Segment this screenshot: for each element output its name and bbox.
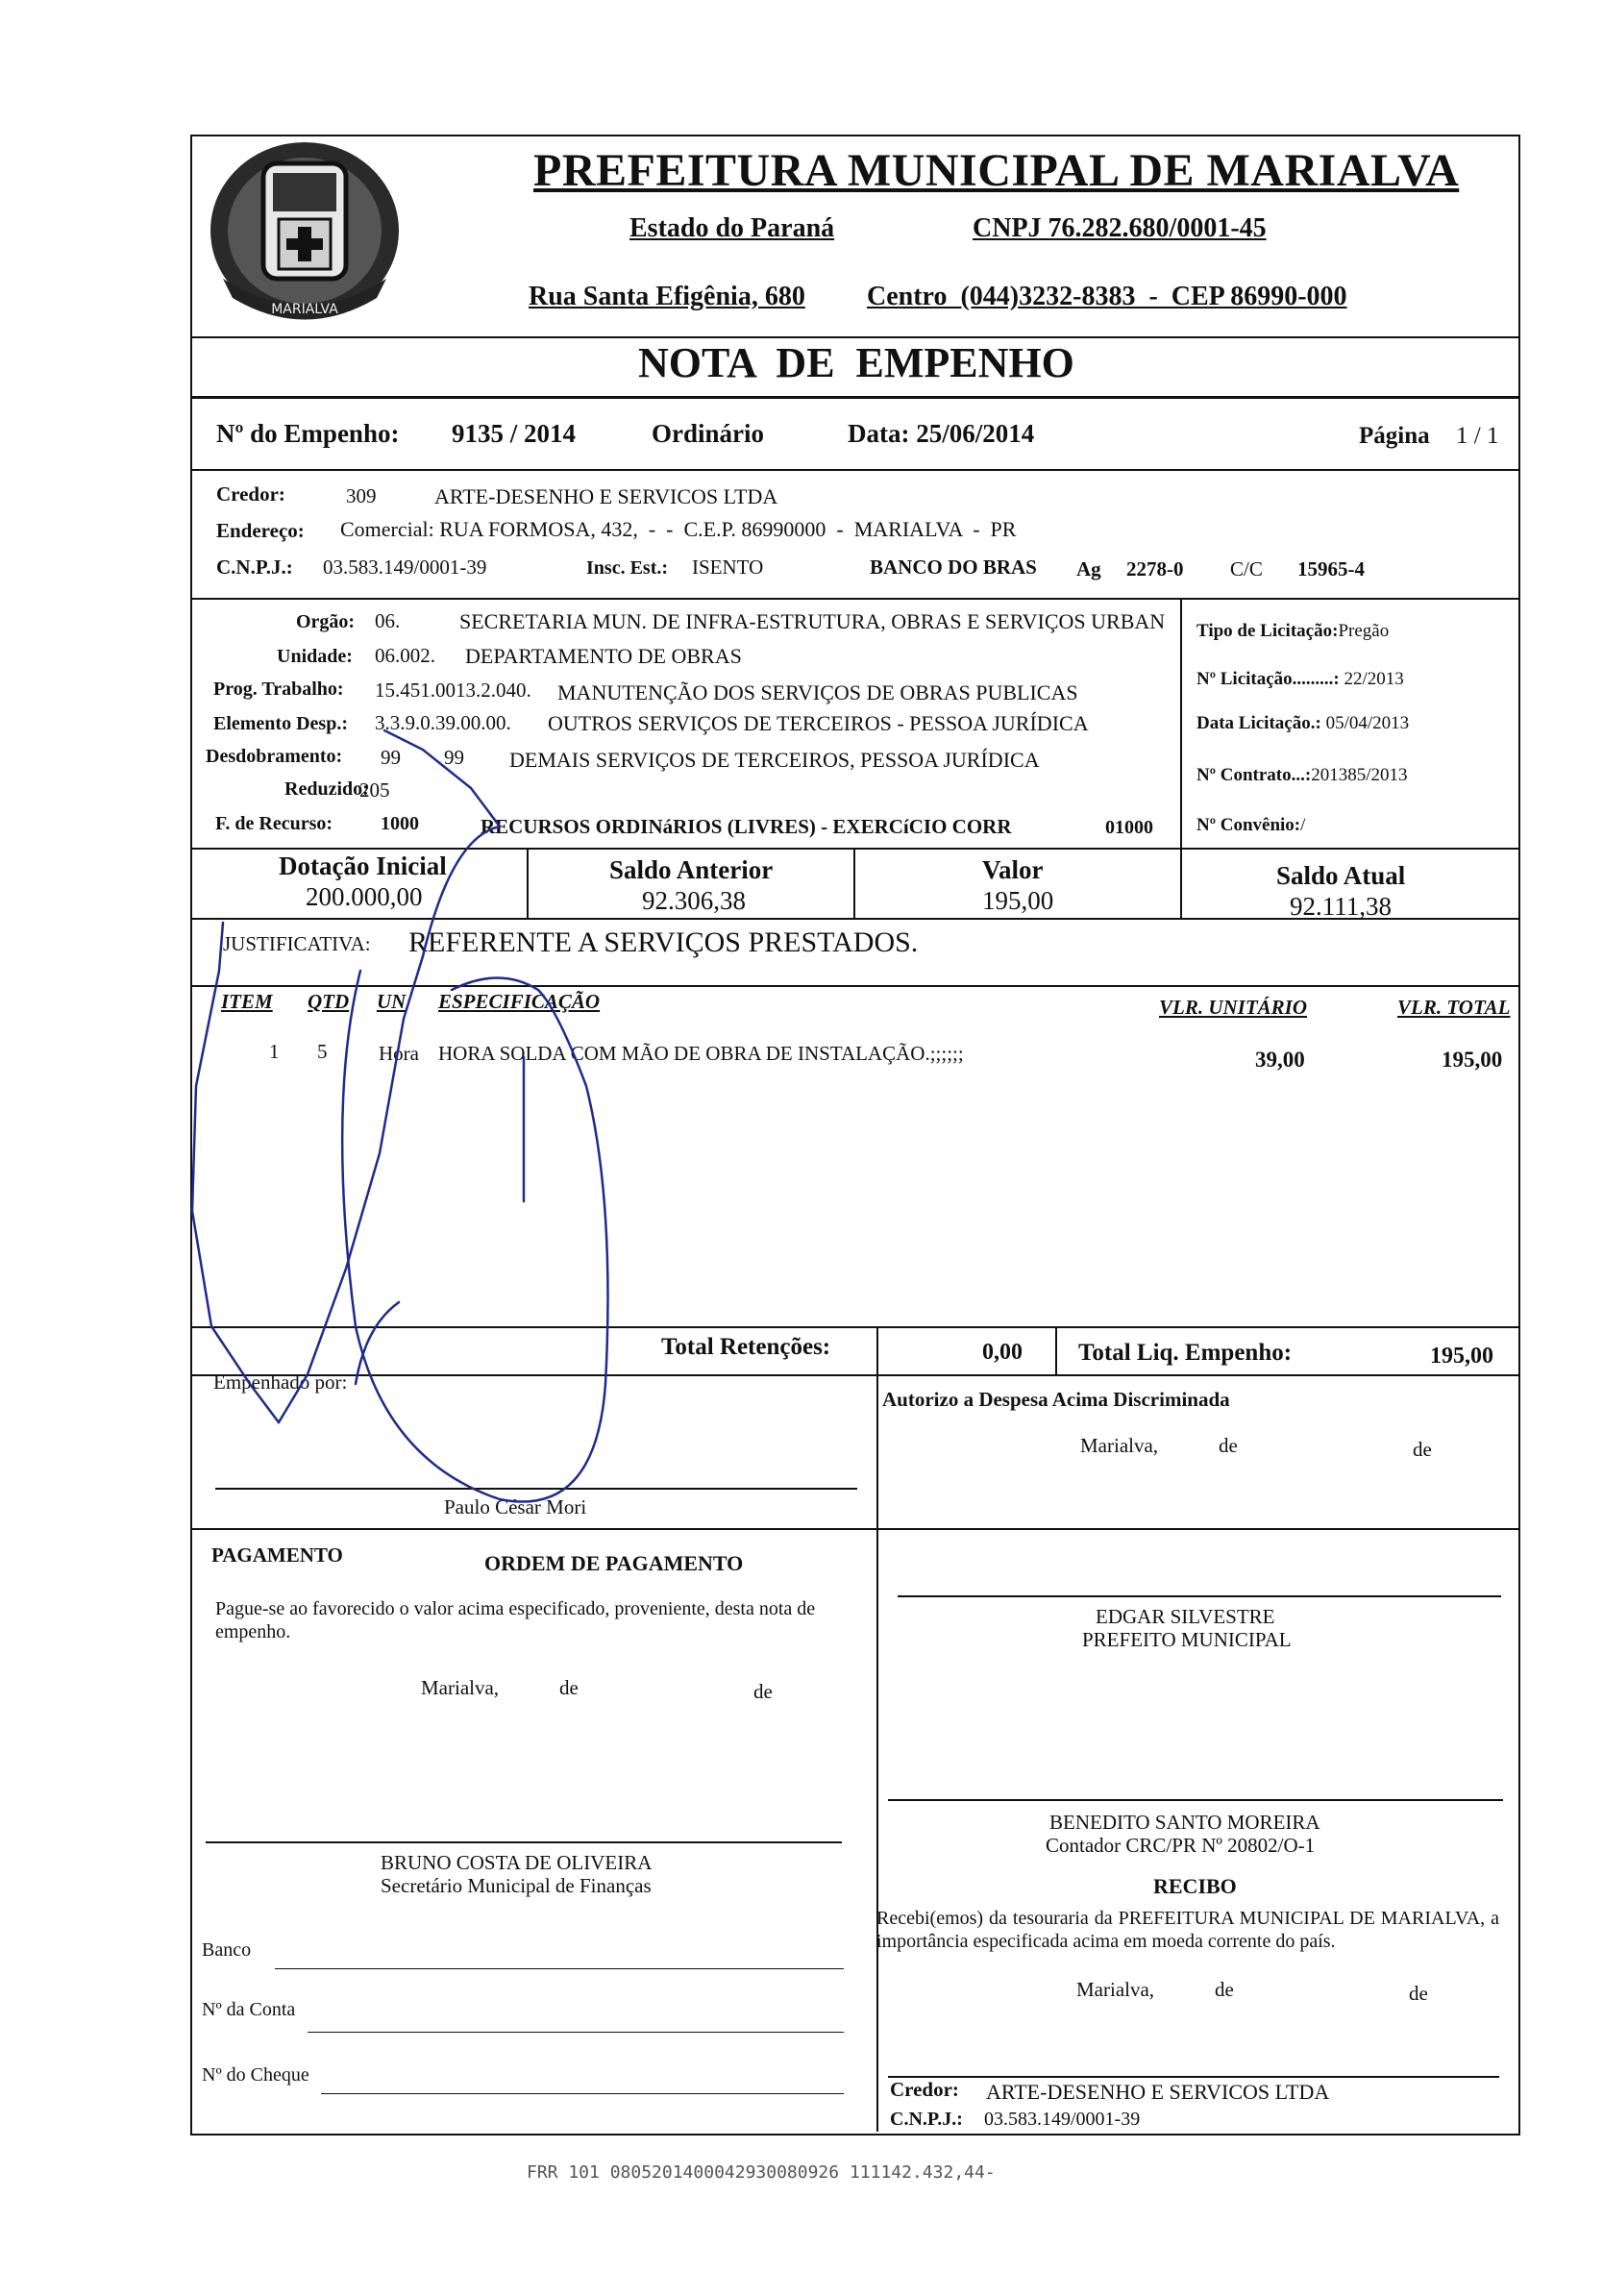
- secretario-role: Secretário Municipal de Finanças: [381, 1874, 652, 1897]
- saldo-anterior-label: Saldo Anterior: [609, 855, 774, 884]
- conta-label: Nº da Conta: [202, 1999, 296, 2020]
- agency-number: 2278-0: [1126, 557, 1184, 580]
- saldo-atual-value: 92.111,38: [1290, 892, 1392, 921]
- recurso-number: 01000: [1105, 817, 1153, 838]
- col-header-spec: ESPECIFICAÇÃO: [438, 990, 601, 1013]
- cnpj-text: CNPJ 76.282.680/0001-45: [973, 213, 1267, 243]
- recibo-title: RECIBO: [1153, 1874, 1237, 1898]
- saldo-anterior-value: 92.306,38: [642, 886, 746, 915]
- item-number: 1: [269, 1040, 280, 1063]
- document-title: NOTA DE EMPENHO: [638, 339, 1074, 386]
- item-spec: HORA SOLDA COM MÃO DE OBRA DE INSTALAÇÃO.;;;;;;: [438, 1042, 964, 1065]
- page-number: 1 / 1: [1456, 423, 1499, 449]
- autorizo-de2: de: [1413, 1438, 1432, 1461]
- cheque-label: Nº do Cheque: [202, 2064, 309, 2086]
- contador-name: BENEDITO SANTO MOREIRA: [1049, 1811, 1320, 1834]
- dotacao-label: Dotação Inicial: [279, 852, 447, 880]
- reduzido-value: 205: [359, 778, 390, 802]
- recibo-cnpj-label: C.N.P.J.:: [890, 2109, 963, 2130]
- page-label: Página: [1359, 423, 1430, 449]
- valor-label: Valor: [982, 855, 1044, 884]
- recibo-credor-name: ARTE-DESENHO E SERVICOS LTDA: [986, 2080, 1330, 2104]
- valor-value: 195,00: [982, 886, 1054, 915]
- orgao-label: Orgão:: [296, 611, 356, 632]
- total-liquido-value: 195,00: [1430, 1344, 1493, 1369]
- credor-name: ARTE-DESENHO E SERVICOS LTDA: [434, 484, 778, 508]
- prog-label: Prog. Trabalho:: [213, 679, 344, 700]
- total-liquido-label: Total Liq. Empenho:: [1078, 1340, 1293, 1366]
- total-retencoes-value: 0,00: [982, 1340, 1023, 1365]
- insc-label: Insc. Est.:: [586, 557, 669, 579]
- empenhado-name: Paulo César Mori: [444, 1495, 587, 1518]
- address-label: Endereço:: [216, 519, 305, 542]
- recurso-code: 1000: [381, 813, 419, 834]
- unidade-label: Unidade:: [277, 646, 353, 667]
- state-text: Estado do Paraná: [629, 213, 835, 243]
- barcode-text: FRR 101 0805201400042930080926 111142.432,44-: [527, 2162, 996, 2183]
- item-total-value: 195,00: [1442, 1048, 1503, 1072]
- recibo-text: Recebi(emos) da tesouraria da PREFEITURA MUNICIPAL DE MARIALVA, a importância especificada acima em moeda corrente do país.: [876, 1908, 1499, 1952]
- col-header-qtd: QTD: [308, 990, 350, 1013]
- autorizo-text: Autorizo a Despesa Acima Discriminada: [882, 1388, 1230, 1411]
- address-text: Rua Santa Efigênia, 680: [529, 282, 805, 311]
- desdobramento-label: Desdobramento:: [206, 746, 343, 767]
- col-header-total-value: VLR. TOTAL: [1397, 996, 1511, 1019]
- pagamento-text: Pague-se ao favorecido o valor acima especificado, proveniente, desta nota de empenho.: [215, 1598, 816, 1642]
- recibo-credor-label: Credor:: [890, 2078, 959, 2101]
- justificativa-text: REFERENTE A SERVIÇOS PRESTADOS.: [408, 926, 919, 958]
- recibo-city: Marialva,: [1076, 1978, 1155, 2001]
- unidade-code: 06.002.: [375, 644, 435, 667]
- licitacao-num-label: Nº Licitação.........: 22/2013: [1196, 669, 1404, 689]
- autorizo-de1: de: [1219, 1434, 1238, 1457]
- empenho-date: Data: 25/06/2014: [848, 419, 1035, 448]
- recibo-cnpj: 03.583.149/0001-39: [984, 2109, 1141, 2130]
- empenhado-label: Empenhado por:: [213, 1370, 348, 1394]
- dotacao-value: 200.000,00: [306, 882, 423, 911]
- pagamento-de1: de: [559, 1676, 579, 1699]
- unidade-name: DEPARTAMENTO DE OBRAS: [465, 644, 742, 668]
- pagamento-city: Marialva,: [421, 1676, 500, 1699]
- elemento-name: OUTROS SERVIÇOS DE TERCEIROS - PESSOA JURÍDICA: [548, 711, 1089, 735]
- col-header-un: UN: [377, 990, 407, 1013]
- orgao-name: SECRETARIA MUN. DE INFRA-ESTRUTURA, OBRAS E SERVIÇOS URBAN: [459, 609, 1166, 633]
- prog-name: MANUTENÇÃO DOS SERVIÇOS DE OBRAS PUBLICAS: [557, 680, 1078, 704]
- empenho-number-label: Nº do Empenho:: [216, 419, 400, 448]
- cc-label: C/C: [1230, 557, 1263, 580]
- recurso-name: RECURSOS ORDINáRIOS (LIVRES) - EXERCíCIO CORR: [481, 815, 1012, 838]
- contact-text: Centro (044)3232-8383 - CEP 86990-000: [867, 282, 1347, 311]
- pagamento-label: PAGAMENTO: [211, 1543, 343, 1567]
- justificativa-label: JUSTIFICATIVA:: [223, 932, 371, 955]
- total-retencoes-label: Total Retenções:: [661, 1334, 831, 1360]
- col-header-unit-value: VLR. UNITÁRIO: [1159, 996, 1308, 1019]
- cnpj-label: C.N.P.J.:: [216, 555, 293, 579]
- empenho-number: 9135 / 2014: [452, 419, 577, 448]
- contrato-label: Nº Contrato...:201385/2013: [1196, 765, 1408, 785]
- autorizo-city: Marialva,: [1080, 1434, 1159, 1457]
- svg-text:MARIALVA: MARIALVA: [271, 302, 338, 317]
- saldo-atual-label: Saldo Atual: [1276, 861, 1406, 890]
- cc-number: 15965-4: [1297, 557, 1365, 580]
- desdobramento-code-b: 99: [444, 746, 464, 769]
- item-unit: Hora: [379, 1042, 419, 1065]
- orgao-code: 06.: [375, 609, 401, 632]
- credor-cnpj: 03.583.149/0001-39: [323, 555, 487, 579]
- licitacao-data-label: Data Licitação.: 05/04/2013: [1196, 713, 1410, 733]
- pagamento-de2: de: [753, 1680, 773, 1703]
- city-hall-title: PREFEITURA MUNICIPAL DE MARIALVA: [533, 145, 1460, 196]
- credor-code: 309: [346, 484, 377, 507]
- item-qty: 5: [317, 1040, 328, 1063]
- desdobramento-code-a: 99: [381, 746, 401, 769]
- recibo-de2: de: [1409, 1982, 1428, 2005]
- reduzido-label: Reduzido:: [284, 778, 369, 800]
- secretario-name: BRUNO COSTA DE OLIVEIRA: [381, 1851, 653, 1874]
- credor-address: Comercial: RUA FORMOSA, 432, - - C.E.P. 86990000 - MARIALVA - PR: [340, 517, 1017, 541]
- recurso-label: F. de Recurso:: [215, 813, 333, 834]
- insc-value: ISENTO: [692, 555, 764, 579]
- recibo-de1: de: [1215, 1978, 1234, 2001]
- col-header-item: ITEM: [221, 990, 273, 1013]
- licitacao-tipo-label: Tipo de Licitação:Pregão: [1196, 621, 1390, 641]
- prefeito-role: PREFEITO MUNICIPAL: [1082, 1628, 1292, 1651]
- banco-label: Banco: [202, 1939, 252, 1961]
- credor-label: Credor:: [216, 482, 285, 506]
- desdobramento-name: DEMAIS SERVIÇOS DE TERCEIROS, PESSOA JURÍDICA: [509, 748, 1040, 772]
- elemento-code: 3.3.9.0.39.00.00.: [375, 711, 511, 734]
- contador-role: Contador CRC/PR Nº 20802/O-1: [1046, 1834, 1316, 1857]
- elemento-label: Elemento Desp.:: [213, 713, 348, 734]
- ordem-pagamento-title: ORDEM DE PAGAMENTO: [484, 1551, 744, 1575]
- convenio-label: Nº Convênio:/: [1196, 815, 1306, 835]
- prefeito-name: EDGAR SILVESTRE: [1096, 1605, 1275, 1628]
- agency-label: Ag: [1076, 557, 1101, 580]
- empenho-type: Ordinário: [652, 419, 765, 448]
- bank-name: BANCO DO BRAS: [870, 555, 1037, 579]
- item-unit-value: 39,00: [1255, 1048, 1305, 1072]
- prog-code: 15.451.0013.2.040.: [375, 679, 531, 702]
